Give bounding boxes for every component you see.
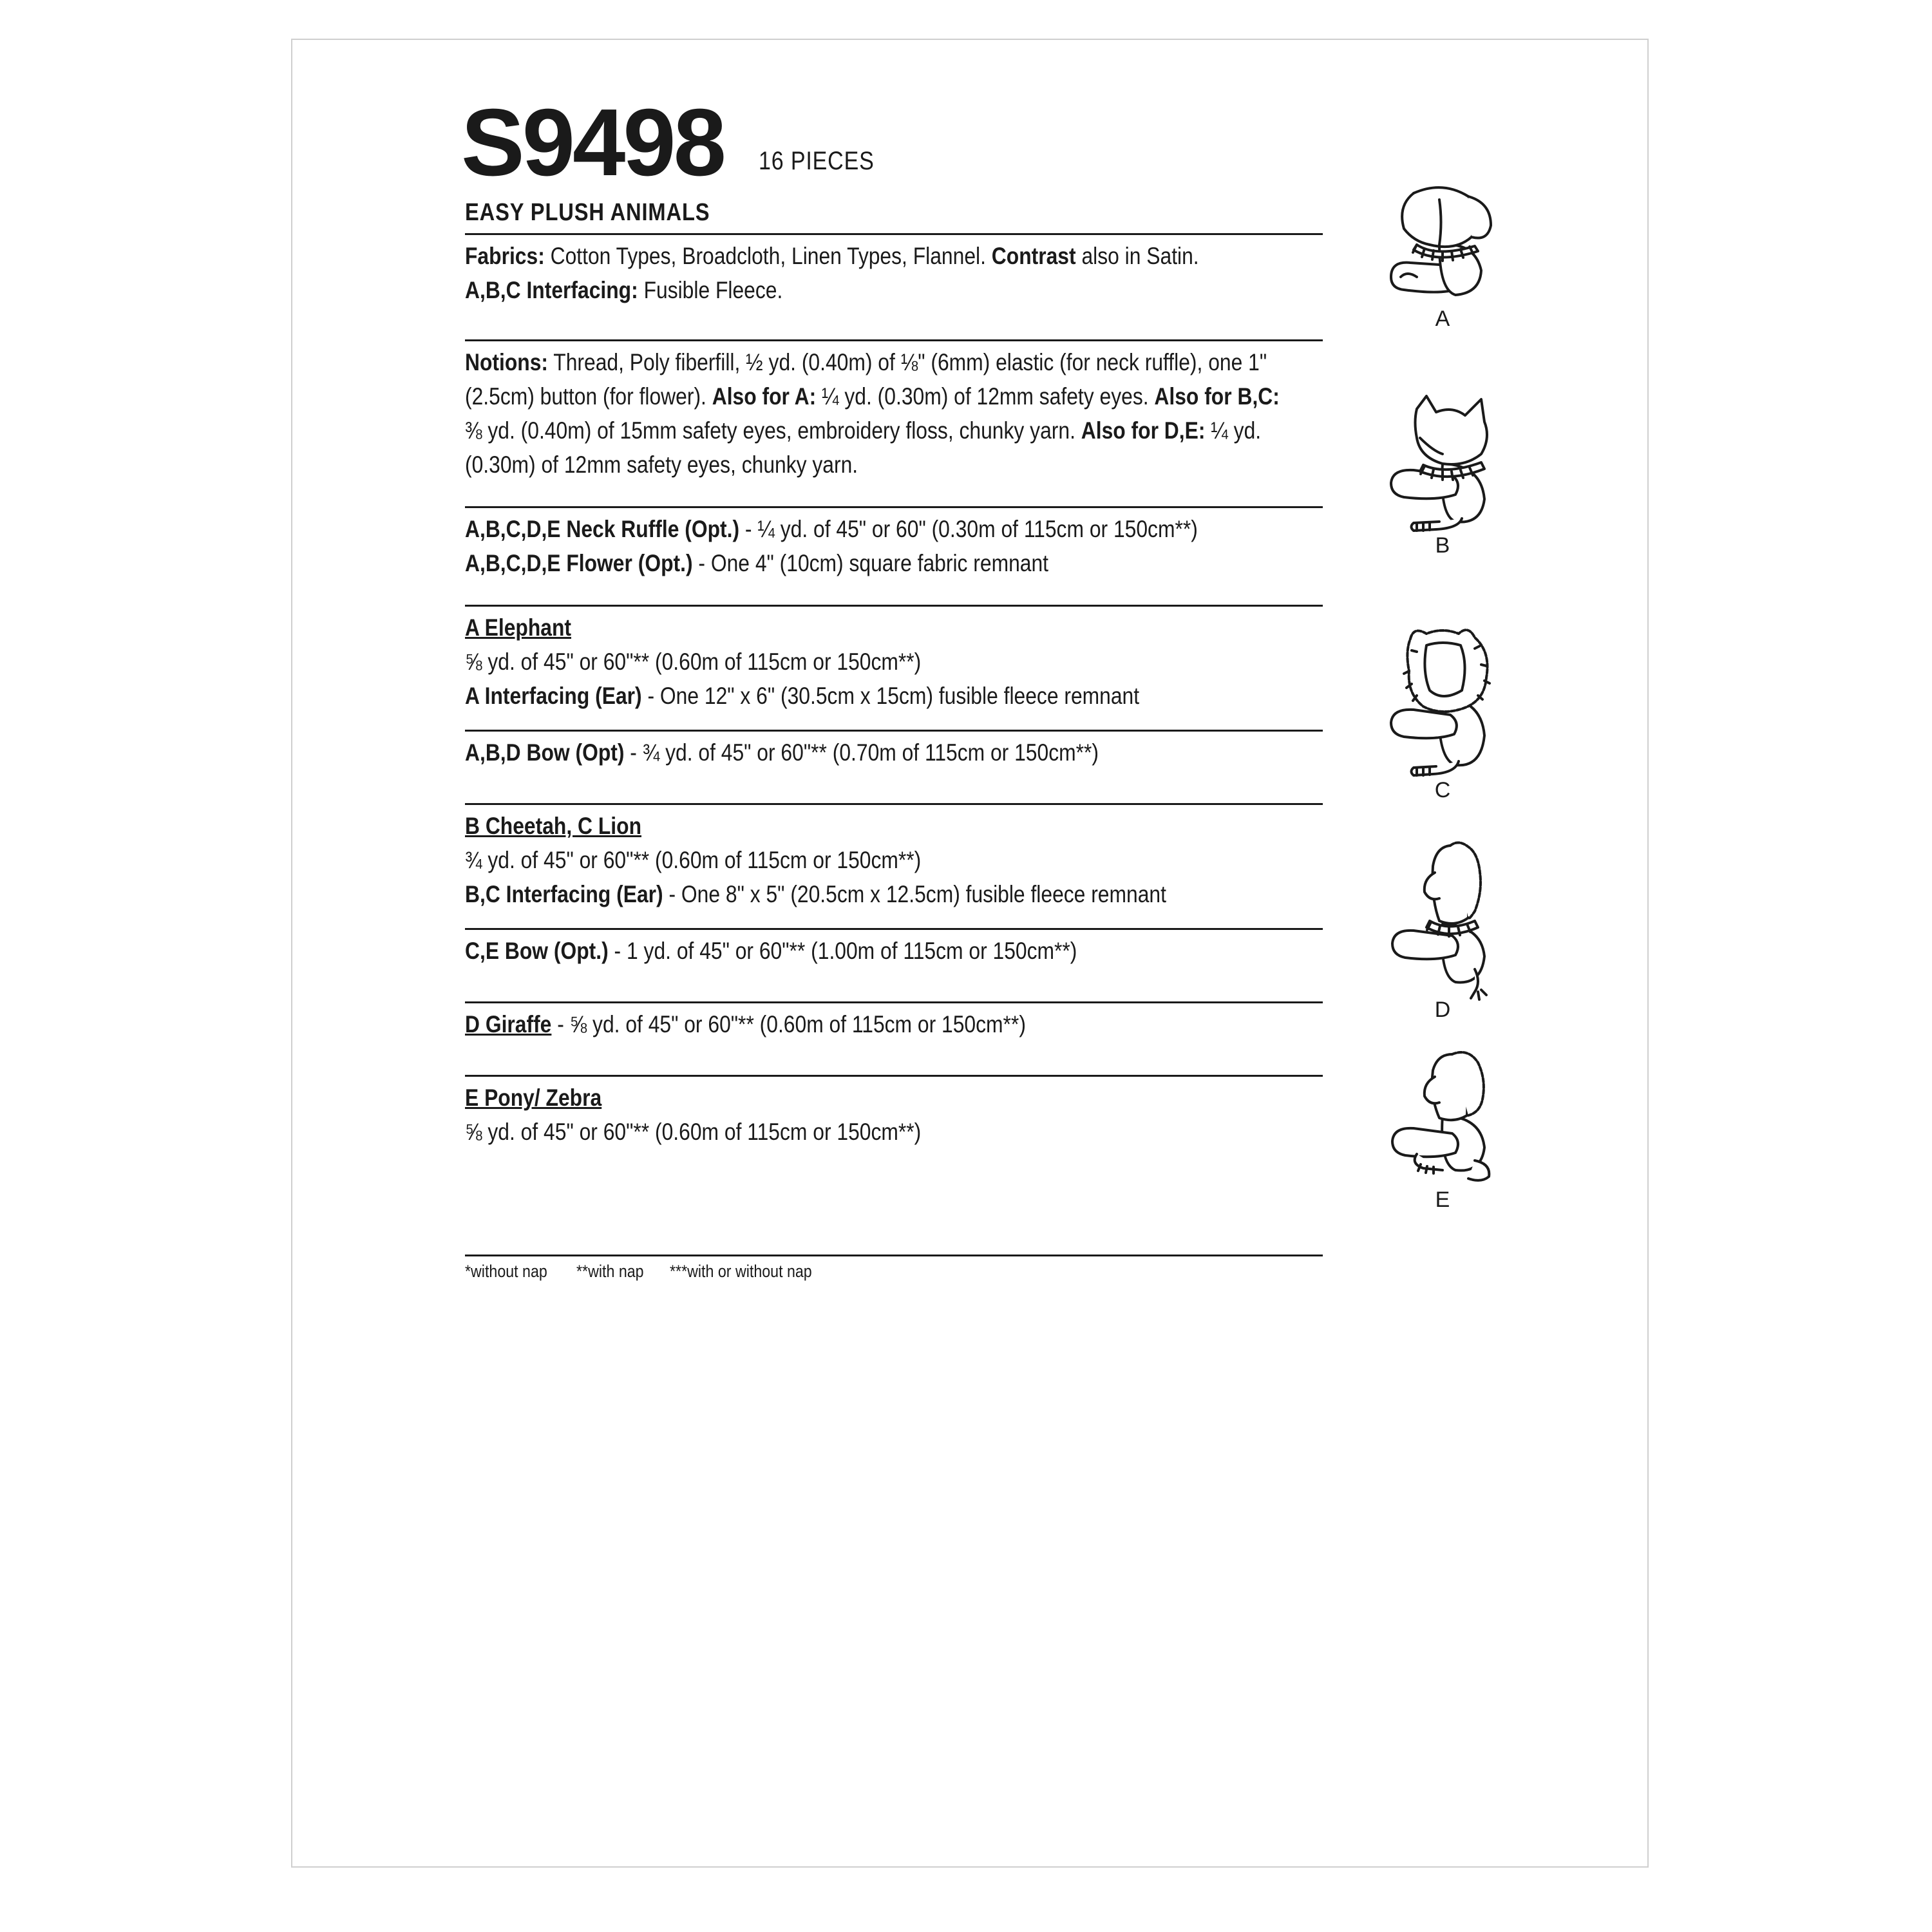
giraffe-icon — [1378, 840, 1507, 1001]
giraffe-section: D Giraffe - ⅝ yd. of 45" or 60"** (0.60m of 115cm or 150cm**) — [465, 1001, 1323, 1075]
interfacing-line: A,B,C Interfacing: Fusible Fleece. — [465, 277, 783, 303]
view-a — [1378, 180, 1520, 331]
view-label-a: A — [1435, 307, 1450, 331]
elephant-section: A Elephant ⅝ yd. of 45" or 60"** (0.60m of 115cm or 150cm**) A Interfacing (Ear) - One 12" x 6" (30.5cm x 15cm) fusible fleece remnant — [465, 605, 1323, 730]
pattern-number: S9498 — [461, 90, 724, 196]
view-label-d: D — [1434, 998, 1451, 1022]
view-c — [1378, 626, 1520, 802]
fabrics-section — [465, 233, 1323, 339]
abd-bow-section: A,B,D Bow (Opt) - ¾ yd. of 45" or 60"** (0.70m of 115cm or 150cm**) — [465, 730, 1323, 803]
elephant-icon — [1378, 180, 1507, 309]
pony-section: E Pony/ Zebra ⅝ yd. of 45" or 60"** (0.60m of 115cm or 150cm**) — [465, 1075, 1323, 1149]
view-d — [1378, 840, 1520, 1022]
view-b — [1378, 393, 1520, 558]
lion-icon — [1378, 626, 1507, 787]
neck-ruffle-section: A,B,C,D,E Neck Ruffle (Opt.) - ¼ yd. of 45" or 60" (0.30m of 115cm or 150cm**) A,B,C,D,E Flower (Opt.) - One 4" (10cm) square fabric remnant — [465, 506, 1323, 605]
yardage-chart — [465, 193, 1323, 1149]
pony-icon — [1378, 1051, 1507, 1193]
nap-legend — [465, 1255, 1323, 1282]
pattern-title: EASY PLUSH ANIMALS — [465, 199, 710, 226]
fabrics-line: Fabrics: Cotton Types, Broadcloth, Linen Types, Flannel. Contrast also in Satin. — [465, 243, 1199, 269]
piece-count: 16 PIECES — [759, 147, 875, 175]
with-or-without-nap-note: ***with or without nap — [670, 1262, 812, 1281]
view-label-b: B — [1435, 533, 1450, 558]
view-sketches — [1378, 180, 1520, 1224]
cheetah-lion-section: B Cheetah, C Lion ¾ yd. of 45" or 60"** (0.60m of 115cm or 150cm**) B,C Interfacing (Ear) - One 8" x 5" (20.5cm x 12.5cm) fusible fleece remnant — [465, 803, 1323, 928]
notions-section: Notions: Thread, Poly fiberfill, ½ yd. (0.40m) of ⅛" (6mm) elastic (for neck ruffle), one 1" (2.5cm) button (for flower). Also for A: ¼ yd. (0.30m) of 12mm safety eyes. Also for B,C: ⅜ yd. (0.40m) of 15mm safety eyes, embroidery floss, chunky yarn. Also for D,E: ¼ yd. (0.30m) of 12mm safety eyes, chunky yarn. — [465, 339, 1323, 506]
ce-bow-section: C,E Bow (Opt.) - 1 yd. of 45" or 60"** (1.00m of 115cm or 150cm**) — [465, 928, 1323, 1001]
cheetah-icon — [1378, 393, 1507, 541]
view-e — [1378, 1051, 1520, 1212]
without-nap-note: *without nap — [465, 1262, 547, 1281]
view-label-e: E — [1435, 1188, 1450, 1212]
view-label-c: C — [1434, 778, 1451, 802]
with-nap-note: **with nap — [576, 1262, 644, 1281]
